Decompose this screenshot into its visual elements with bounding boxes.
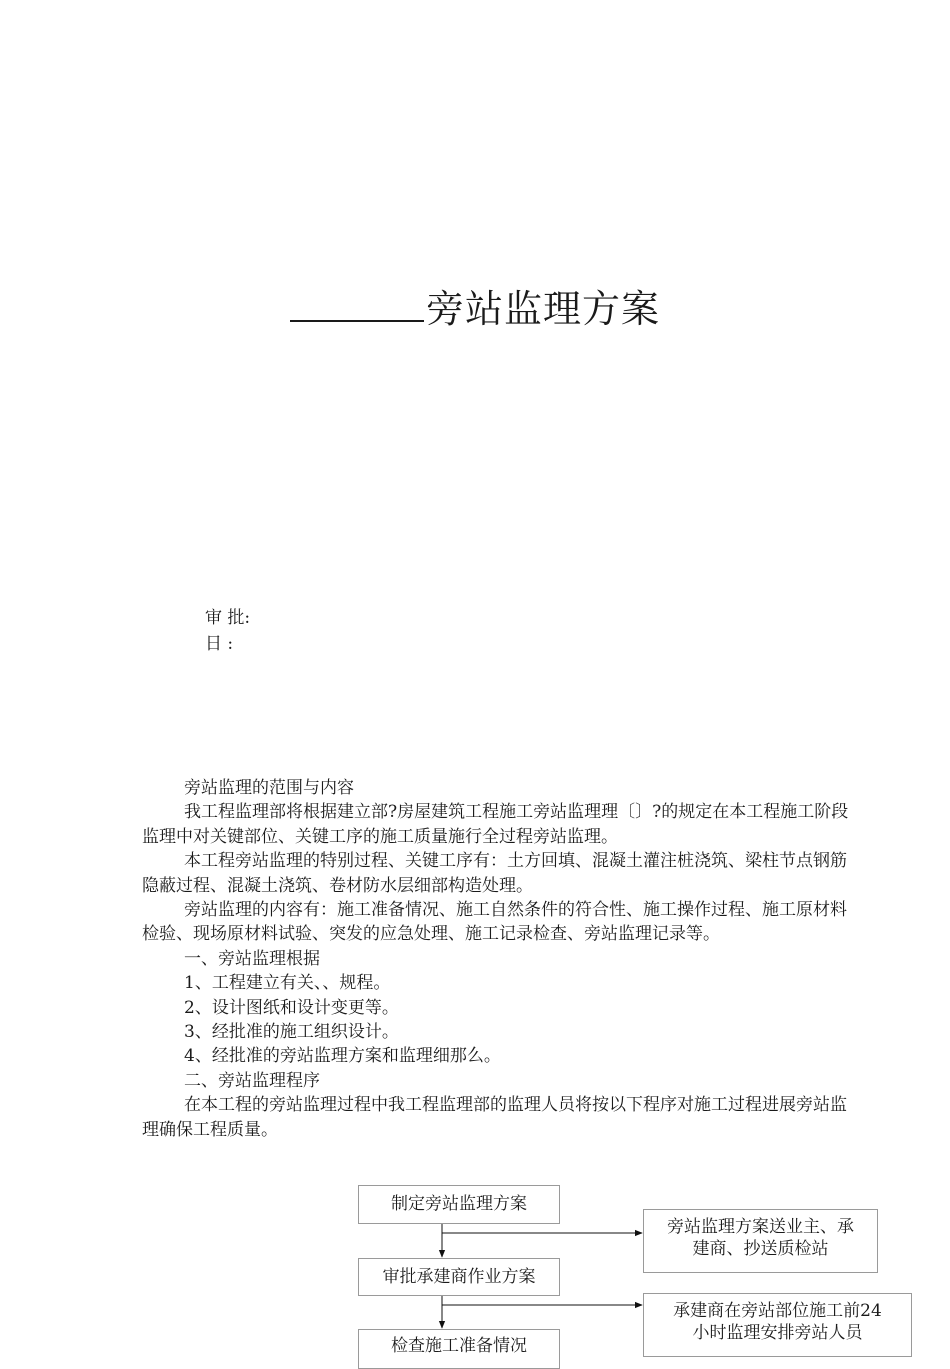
flow-step-make-plan: [358, 1185, 560, 1224]
flow-step-check-prep: [358, 1329, 560, 1369]
flow-side-label-line: 承建商在旁站部位施工前24: [673, 1301, 882, 1321]
heading-scope: 旁站监理的范围与内容: [184, 778, 354, 798]
paragraph-2: 本工程旁站监理的特别过程、关键工序有：土方回填、混凝土灌注桩浇筑、梁柱节点钢筋隐蔽过程、混凝土浇筑、卷材防水层细部构造处理。: [142, 851, 847, 896]
basis-item: 1、工程建立有关、、规程。: [184, 973, 391, 994]
document-body: [142, 776, 856, 1142]
flow-side-label-line: 建商、抄送质检站: [692, 1239, 829, 1259]
paragraph-3: 旁站监理的内容有：施工准备情况、施工自然条件的符合性、施工操作过程、施工原材料检验、现场原材料试验、突发的应急处理、施工记录检查、旁站监理记录等。: [142, 900, 847, 945]
flow-step-label: 审批承建商作业方案: [382, 1267, 536, 1287]
flow-side-label-line: 旁站监理方案送业主、承: [667, 1217, 854, 1237]
basis-item: 4、经批准的旁站监理方案和监理细那么。: [184, 1046, 501, 1067]
section-basis-heading: 一、旁站监理根据: [184, 948, 320, 969]
document-title-row: [0, 278, 950, 333]
paragraph-4: 在本工程的旁站监理过程中我工程监理部的监理人员将按以下程序对施工过程进展旁站监理确保工程质量。: [142, 1095, 847, 1140]
date-label: 日 :: [205, 634, 234, 654]
flow-side-label-line: 小时监理安排旁站人员: [692, 1323, 863, 1343]
flow-step-label: 制定旁站监理方案: [391, 1194, 527, 1214]
approve-label: 审 批:: [205, 608, 251, 628]
flow-side-arrange-staff: [643, 1293, 912, 1357]
paragraph-1: 我工程监理部将根据建立部?房屋建筑工程施工旁站监理理〔〕?的规定在本工程施工阶段监理中对关键部位、关键工序的施工质量施行全过程旁站监理。: [142, 802, 849, 847]
section-procedure-heading: 二、旁站监理程序: [184, 1070, 320, 1091]
flow-step-label: 检查施工准备情况: [391, 1336, 527, 1356]
flow-step-approve-plan: [358, 1258, 560, 1296]
basis-item: 2、设计图纸和设计变更等。: [184, 997, 399, 1018]
flow-side-send-plan: [643, 1209, 878, 1273]
basis-item: 3、经批准的施工组织设计。: [184, 1022, 399, 1043]
title-blank-line: [290, 280, 424, 322]
document-title: 旁站监理方案: [425, 287, 660, 331]
